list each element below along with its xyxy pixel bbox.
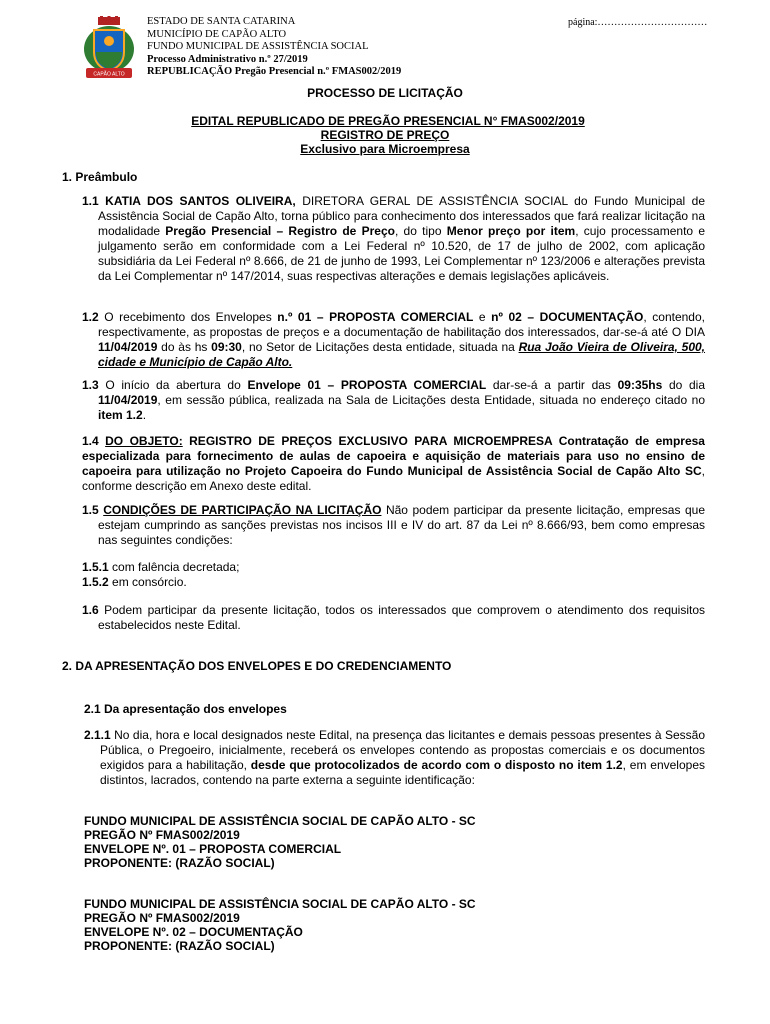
envelope-line: FUNDO MUNICIPAL DE ASSISTÊNCIA SOCIAL DE CAPÃO ALTO - SC [84,814,476,828]
paragraph-1-3 [82,378,705,423]
text: do às hs [157,340,212,354]
text: do dia [662,378,706,392]
num-2-1-1: 2.1.1 [84,728,111,742]
text: O recebimento dos Envelopes [98,310,278,324]
envelope-line: PROPONENTE: (RAZÃO SOCIAL) [84,939,275,953]
paragraph-1-1 [82,194,705,284]
conditions-label: CONDIÇÕES DE PARTICIPAÇÃO NA LICITAÇÃO [103,503,382,517]
type: Menor preço por item [446,224,576,238]
section-1-heading: 1. Preâmbulo [62,170,138,184]
title-exclusivo: Exclusivo para Microempresa [300,142,470,156]
paragraph-1-4 [82,434,705,494]
text: No dia, hora e local designados neste Edital, na presença das licitantes e demais pessoas presentes à Sessão Pública, o Pregoeiro, inicialmente, receberá os envelopes contendo as propostas comerciais e os documentos exigidos para a habilitação, [100,728,705,772]
municipal-crest-icon [78,16,140,82]
envelope-1: n.º 01 – PROPOSTA COMERCIAL [277,310,474,324]
text: , em envelopes distintos, lacrados, contendo na parte externa a seguinte identificação: [100,758,705,787]
address: Rua João Vieira de Oliveira, 500, cidade e Município de Capão Alto. [98,340,706,369]
envelope-1: Envelope 01 – PROPOSTA COMERCIAL [247,378,487,392]
time: 09:30 [211,340,242,354]
num-1-5: 1.5 [82,503,99,517]
envelope-line: FUNDO MUNICIPAL DE ASSISTÊNCIA SOCIAL DE CAPÃO ALTO - SC [84,897,476,911]
letterhead [147,16,567,79]
modality: Pregão Presencial – Registro de Preço [165,224,395,238]
header-republication: REPUBLICAÇÃO Pregão Presencial n.º FMAS002/2019 [147,66,402,77]
title-registro: REGISTRO DE PREÇO [320,128,450,142]
objeto-text: REGISTRO DE PREÇOS EXCLUSIVO PARA MICROEMPRESA Contratação de empresa especializada para fornecimento de aulas de capoeira e aquisição de materiais para uso no ensino de capoeira para utilização no Projeto Capoeira do Fundo Municipal de Assistência Social de Capão Alto SC [82,434,705,478]
text: , conforme descrição em Anexo deste edital. [82,464,705,493]
text: Podem participar da presente licitação, todos os interessados que comprovem o atendimento dos requisitos estabelecidos neste Edital. [98,603,705,632]
item-1-5-1 [82,560,239,575]
text: com falência decretada; [108,560,240,574]
header-municipality: MUNICÍPIO DE CAPÃO ALTO [147,28,287,40]
text: , do tipo [394,224,447,238]
text: DIRETORA GERAL DE ASSISTÊNCIA SOCIAL do Fundo Municipal de Assistência Social de Capão Alto, torna público para conhecimento dos interessados que fará realizar licitação na modalidade [98,194,706,238]
num-1-5-2: 1.5.2 [82,575,109,589]
header-process: Processo Administrativo n.º 27/2019 [147,53,308,65]
director-name: KATIA DOS SANTOS OLIVEIRA, [105,194,296,208]
text: dar-se-á a partir das [486,378,618,392]
paragraph-2-1-1 [84,728,705,788]
envelope-line: ENVELOPE Nº. 02 – DOCUMENTAÇÃO [84,925,303,939]
text: e [473,310,492,324]
date: 11/04/2019 [98,393,158,407]
text: em consórcio. [108,575,187,589]
protocol-condition: desde que protocolizados de acordo com o disposto no item 1.2 [250,758,623,772]
envelope-line: PREGÃO Nº FMAS002/2019 [84,911,240,925]
item-1-5-2 [82,575,187,590]
crest-banner: CAPÃO ALTO [93,71,125,78]
time: 09:35hs [617,378,663,392]
objeto-label: DO OBJETO: [105,434,183,448]
envelope-line: PROPONENTE: (RAZÃO SOCIAL) [84,856,275,870]
date: 11/04/2019 [98,340,158,354]
envelope-2: nº 02 – DOCUMENTAÇÃO [491,310,644,324]
text: Não podem participar da presente licitação, empresas que estejam cumprindo as sanções previstas nos incisos III e IV do art. 87 da Lei nº 8.666/93, bem como empresas nas seguintes condições: [98,503,705,547]
text: , contendo, respectivamente, as propostas de preços e a documentação de habilitação dos interessados, dar-se-á até O DIA [98,310,705,339]
num-1-4: 1.4 [82,434,99,448]
section-2-1-heading: 2.1 Da apresentação dos envelopes [84,702,287,716]
title-edital: EDITAL REPUBLICADO DE PREGÃO PRESENCIAL N° FMAS002/2019 [191,114,585,128]
text: , no Setor de Licitações desta entidade, situada na [241,340,519,354]
num-1-2: 1.2 [82,310,99,324]
envelope-1-identification [84,814,476,870]
title-process: PROCESSO DE LICITAÇÃO [307,86,463,100]
item-ref: item 1.2 [98,408,143,422]
num-1-1: 1.1 [82,194,99,208]
paragraph-1-6 [82,603,705,633]
text: . [142,408,147,422]
envelope-line: ENVELOPE Nº. 01 – PROPOSTA COMERCIAL [84,842,342,856]
page-number-field: página:…………………………… [568,17,708,28]
text: , em sessão pública, realizada na Sala de Licitações desta Entidade, situada no endereço citado no [157,393,705,407]
text: , cujo processamento e julgamento serão em conformidade com a Lei Federal nº 10.520, de 17 de julho de 2002, com aplicação subsidiária da Lei Federal nº 8.666, de 21 de junho de 1993, Lei Complementar nº 123/2006 e alterações prevista da Lei Complementar nº 147/2014, suas respectivas alterações e demais legislações aplicáveis. [98,224,705,283]
envelope-line: PREGÃO Nº FMAS002/2019 [84,828,240,842]
header-state: ESTADO DE SANTA CATARINA [147,16,296,27]
num-1-6: 1.6 [82,603,99,617]
paragraph-1-5 [82,503,705,548]
envelope-2-identification [84,897,476,953]
paragraph-1-2 [82,310,705,370]
num-1-3: 1.3 [82,378,99,392]
header-fund: FUNDO MUNICIPAL DE ASSISTÊNCIA SOCIAL [147,41,369,52]
num-1-5-1: 1.5.1 [82,560,109,574]
section-2-heading: 2. DA APRESENTAÇÃO DOS ENVELOPES E DO CREDENCIAMENTO [62,659,452,673]
text: O início da abertura do [98,378,248,392]
